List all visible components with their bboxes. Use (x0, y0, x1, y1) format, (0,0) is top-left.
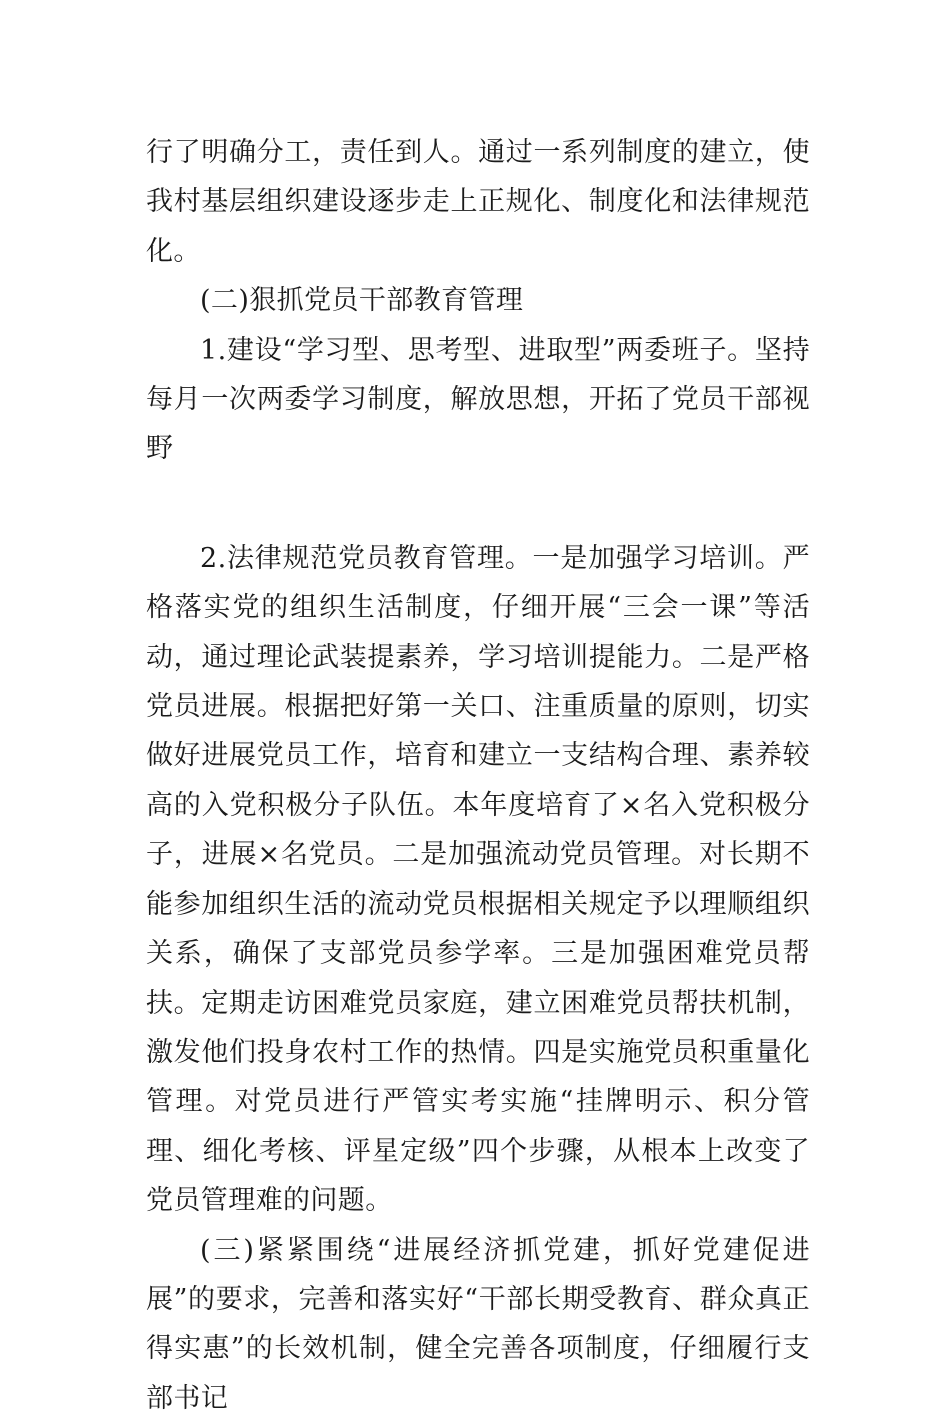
section-heading-2: (二)狠抓党员干部教育管理 (200, 285, 524, 317)
document-body (146, 128, 810, 1423)
paragraph-item-1: 1.建设“学习型、思考型、进取型”两委班子。坚持每月一次两委学习制度，解放思想，开拓了党员干部视野 (146, 334, 810, 465)
paragraph-gap (146, 474, 810, 534)
paragraph-item-2: 2.法律规范党员教育管理。一是加强学习培训。严格落实党的组织生活制度，仔细开展“三会一课”等活动，通过理论武装提素养，学习培训提能力。二是严格党员进展。根据把好第一关口、注重质量的原则，切实做好进展党员工作，培育和建立一支结构合理、素养较高的入党积极分子队伍。本年度培育了×名入党积极分子，进展×名党员。二是加强流动党员管理。对长期不能参加组织生活的流动党员根据相关规定予以理顺组织关系，确保了支部党员参学率。三是加强困难党员帮扶。定期走访困难党员家庭，建立困难党员帮扶机制，激发他们投身农村工作的热情。四是实施党员积重量化管理。对党员进行严管实考实施“挂牌明示、积分管理、细化考核、评星定级”四个步骤，从根本上改变了党员管理难的问题。 (146, 542, 810, 1217)
section-heading-3-paragraph: (三)紧紧围绕“进展经济抓党建，抓好党建促进展”的要求，完善和落实好“干部长期受教育、群众真正得实惠”的长效机制，健全完善各项制度，仔细履行支部书记 (146, 1234, 810, 1414)
paragraph-continuation: 行了明确分工，责任到人。通过一系列制度的建立，使我村基层组织建设逐步走上正规化、制度化和法律规范化。 (146, 137, 810, 267)
